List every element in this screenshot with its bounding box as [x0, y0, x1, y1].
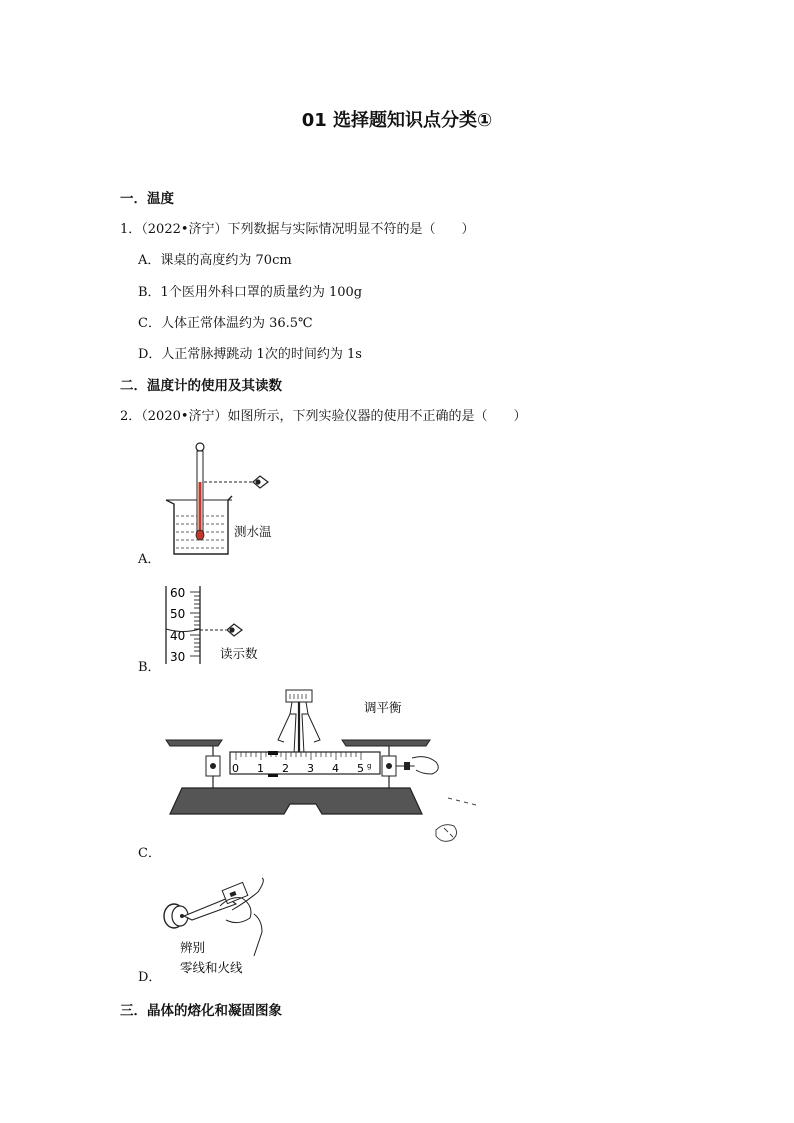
figure-d-caption-line2: 零线和火线: [180, 960, 243, 975]
figure-b-graduated-cylinder: [160, 584, 280, 670]
rider-weight: [268, 751, 278, 755]
question-2-option-a: A．: [138, 552, 161, 567]
question-2-option-c: C．: [138, 846, 161, 861]
section-heading-thermometer: 二．温度计的使用及其读数: [120, 378, 282, 394]
question-2-stem: 2．（2020•济宁）如图所示，下列实验仪器的使用不正确的是（ ）: [120, 409, 527, 424]
section-heading-crystal-melting: 三．晶体的熔化和凝固图象: [120, 1003, 282, 1019]
question-1-option-d: D．人正常脉搏跳动 1次的时间约为 1s: [138, 347, 362, 362]
balance-nut: [404, 762, 410, 770]
figure-c-caption: 调平衡: [364, 700, 402, 715]
figure-d-test-pen: [158, 876, 278, 976]
cylinder-tick-30: 30: [170, 650, 186, 664]
ruler-unit: g: [367, 762, 372, 770]
ruler-label-2: 2: [282, 762, 289, 775]
figure-a-thermometer-beaker: [160, 438, 290, 560]
ruler-label-5: 5: [357, 762, 364, 775]
mercury-column: [199, 482, 202, 533]
page-title: 01 选择题知识点分类①: [301, 110, 493, 131]
cylinder-tick-40: 40: [170, 629, 186, 643]
question-1-option-c: C．人体正常体温约为 36.5℃: [138, 316, 313, 331]
hand-sketch: [436, 798, 476, 841]
ruler-label-1: 1: [257, 762, 264, 775]
eye-icon: [253, 476, 268, 488]
eye-icon: [227, 624, 242, 636]
figure-c-balance-scale: [160, 684, 480, 852]
cylinder-tick-50: 50: [170, 607, 186, 621]
question-1-stem: 1．（2022•济宁）下列数据与实际情况明显不符的是（ ）: [120, 222, 475, 237]
ruler-label-0: 0: [232, 762, 239, 775]
section-heading-temperature: 一．温度: [120, 191, 174, 207]
ruler-label-3: 3: [307, 762, 314, 775]
figure-a-caption: 测水温: [234, 524, 272, 539]
ruler-label-4: 4: [332, 762, 339, 775]
question-1-option-b: B．1个医用外科口罩的质量约为 100g: [138, 285, 363, 300]
question-2-option-d: D．: [138, 970, 162, 985]
figure-b-caption: 读示数: [220, 646, 258, 661]
question-1-option-a: A．课桌的高度约为 70cm: [138, 253, 292, 268]
question-2-option-b: B．: [138, 660, 161, 675]
figure-d-caption-line1: 辨别: [180, 940, 206, 955]
cylinder-tick-60: 60: [170, 586, 186, 600]
